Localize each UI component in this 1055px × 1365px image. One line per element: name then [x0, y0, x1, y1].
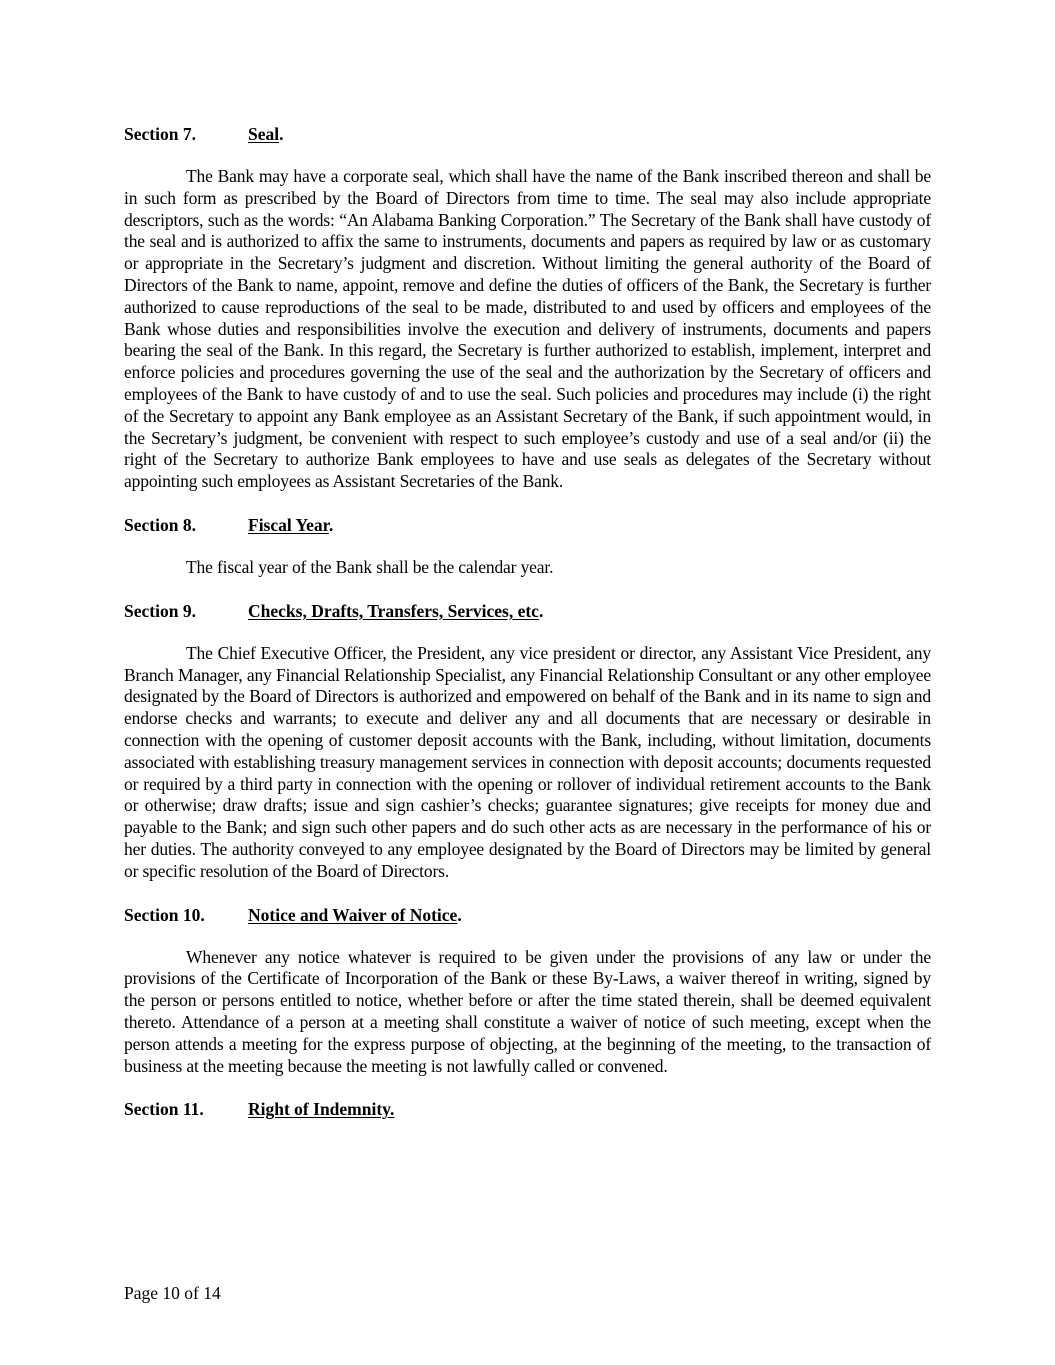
section-11	[124, 1097, 931, 1121]
section-title: Fiscal Year	[248, 514, 329, 535]
section-title-suffix: .	[279, 124, 284, 144]
section-body: Whenever any notice whatever is required to be given under the provisions of any law or under the provisions of the Certificate of Incorporation of the Bank or these By-Laws, a waiver thereof in writing, signed by the person or persons entitled to notice, whether before or after the time stated therein, shall be deemed equivalent thereto. Attendance of a person at a meeting shall constitute a waiver of notice of such meeting, except when the person attends a meeting for the express purpose of objecting, at the beginning of the meeting, to the transaction of business at the meeting because the meeting is not lawfully called or convened.	[124, 946, 931, 1076]
section-number: Section 11.	[124, 1099, 204, 1120]
section-number: Section 7.	[124, 124, 196, 144]
section-body: The Bank may have a corporate seal, which shall have the name of the Bank inscribed thereon and shall be in such form as prescribed by the Board of Directors from time to time. The seal may also include appropriate descriptors, such as the words: “An Alabama Banking Corporation.” The Secretary of the Bank shall have custody of the seal and is authorized to affix the same to instruments, documents and papers as required by law or as customary or appropriate in the Secretary’s judgment and discretion. Without limiting the general authority of the Board of Directors of the Bank to name, appoint, remove and define the duties of officers of the Bank, the Secretary is further authorized to cause reproductions of the seal to be made, distributed to and used by officers and employees of the Bank whose duties and responsibilities involve the execution and delivery of instruments, documents and papers bearing the seal of the Bank. In this regard, the Secretary is further authorized to establish, implement, interpret and enforce policies and procedures governing the use of the seal and the authorization by the Secretary of officers and employees of the Bank to have custody of and to use the seal. Such policies and procedures may include (i) the right of the Secretary to appoint any Bank employee as an Assistant Secretary of the Bank, if such appointment would, in the Secretary’s judgment, be convenient with respect to such employee’s custody and use of a seal and/or (ii) the right of the Secretary to authorize Bank employees to have and use seals as delegates of the Secretary without appointing such employees as Assistant Secretaries of the Bank.	[124, 166, 931, 492]
section-8	[124, 513, 931, 579]
section-body: The fiscal year of the Bank shall be the calendar year.	[186, 556, 554, 577]
section-title-suffix: .	[328, 514, 334, 535]
section-heading	[124, 122, 931, 146]
section-title: Notice and Waiver of Notice	[248, 904, 458, 925]
section-7	[124, 122, 931, 493]
section-number: Section 9.	[124, 600, 196, 621]
document-page	[124, 122, 931, 1141]
section-title-suffix: .	[457, 904, 462, 925]
section-heading	[124, 1097, 931, 1121]
section-10	[124, 903, 931, 1078]
section-number: Section 8.	[124, 514, 196, 535]
section-title-suffix: .	[538, 600, 544, 621]
section-heading	[124, 599, 931, 623]
section-heading	[124, 513, 931, 537]
section-9	[124, 599, 931, 883]
section-title: Checks, Drafts, Transfers, Services, etc	[248, 600, 539, 621]
section-title: Right of Indemnity.	[248, 1099, 395, 1120]
section-body: The Chief Executive Officer, the President, any vice president or director, any Assistant Vice President, any Branch Manager, any Financial Relationship Specialist, any Financial Relationship Consultant or any other employee designated by the Board of Directors is authorized and empowered on behalf of the Bank and in its name to sign and endorse checks and warrants; to execute and deliver any and all documents that are necessary or desirable in connection with the opening of customer deposit accounts with the Bank, including, without limitation, documents associated with establishing treasury management services in connection with deposit accounts; documents requested or required by a third party in connection with the opening or rollover of individual retirement accounts to the Bank or otherwise; draw drafts; issue and sign cashier’s checks; guarantee signatures; give receipts for money due and payable to the Bank; and sign such other papers and do such other acts as are necessary in the performance of his or her duties. The authority conveyed to any employee designated by the Board of Directors may be limited by general or specific resolution of the Board of Directors.	[124, 642, 931, 881]
page-number: Page 10 of 14	[124, 1283, 221, 1303]
section-heading	[124, 903, 931, 927]
section-title: Seal	[248, 124, 280, 144]
section-number: Section 10.	[124, 904, 205, 925]
